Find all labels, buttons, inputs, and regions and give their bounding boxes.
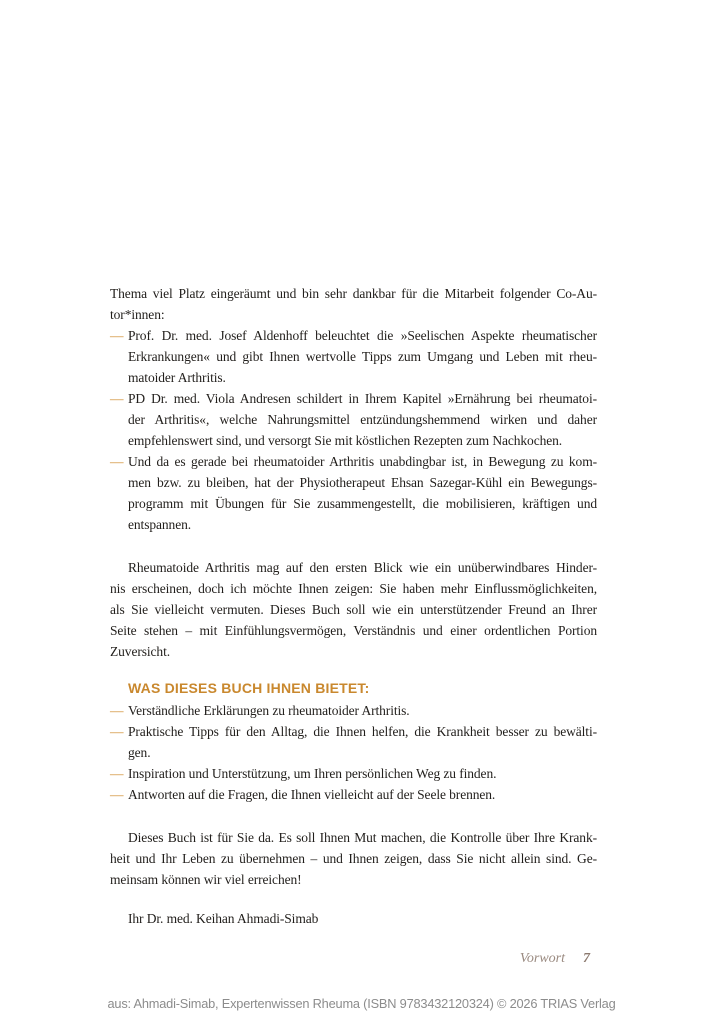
dash-bullet-icon: — (110, 703, 124, 718)
paragraph (110, 557, 597, 662)
list-item-text (128, 763, 597, 784)
author-signature: Ihr Dr. med. Keihan Ahmadi-Simab (128, 911, 319, 926)
text-line: Seite stehen – mit Einfühlungsvermögen, Verständnis und einer ordentlichen Portion (110, 623, 597, 638)
text-line: Praktische Tipps für den Alltag, die Ihnen helfen, die Krankheit besser zu bewälti- (128, 724, 597, 739)
running-footer (110, 951, 590, 967)
text-line: Verständliche Erklärungen zu rheumatoider Arthritis. (128, 703, 410, 718)
text-line: matoider Arthritis. (128, 370, 226, 385)
text-line: Zuversicht. (110, 644, 171, 659)
text-line: Thema viel Platz eingeräumt und bin sehr dankbar für die Mitarbeit folgender Co-Au- (110, 286, 597, 301)
list-item-text (128, 451, 597, 535)
text-line: meinsam können wir viel erreichen! (110, 872, 302, 887)
list-item (110, 388, 597, 451)
section-heading: WAS DIESES BUCH IHNEN BIETET: (128, 680, 370, 696)
text-line: Antworten auf die Fragen, die Ihnen vielleicht auf der Seele brennen. (128, 787, 496, 802)
list-item (110, 763, 597, 784)
text-line: gen. (128, 745, 151, 760)
text-line: heit und Ihr Leben zu übernehmen – und Ihnen zeigen, dass Sie nicht allein sind. Ge- (110, 851, 597, 866)
footer-section-title: Vorwort (519, 951, 565, 966)
list-item-text (128, 784, 597, 805)
paragraph (110, 283, 597, 325)
list-item-text (128, 325, 597, 388)
dash-bullet-icon: — (110, 724, 124, 739)
text-line: PD Dr. med. Viola Andresen schildert in Ihrem Kapitel »Ernährung bei rheumatoi- (128, 391, 597, 406)
list-item (110, 451, 597, 535)
list-item (110, 325, 597, 388)
text-line: Und da es gerade bei rheumatoider Arthritis unabdingbar ist, in Bewegung zu kom- (128, 454, 597, 469)
dash-bullet-icon: — (110, 766, 124, 781)
dash-list (110, 700, 597, 805)
publisher-credit-line: aus: Ahmadi-Simab, Expertenwissen Rheuma (ISBN 9783432120324) © 2026 TRIAS Verlag (107, 996, 616, 1011)
dash-list (110, 325, 597, 535)
dash-bullet-icon: — (110, 787, 124, 802)
list-item-text (128, 721, 597, 763)
text-line: Prof. Dr. med. Josef Aldenhoff beleuchtet die »Seelischen Aspekte rheumatischer (128, 328, 597, 343)
text-line: Inspiration und Unterstützung, um Ihren persönlichen Weg zu finden. (128, 766, 497, 781)
text-line: programm mit Übungen für Sie zusammengestellt, die mobilisieren, kräftigen und (128, 496, 597, 511)
paragraph (110, 827, 597, 890)
text-line: tor*innen: (110, 307, 165, 322)
text-line: Rheumatoide Arthritis mag auf den ersten Blick wie ein unüberwindbares Hinder- (128, 560, 597, 575)
dash-bullet-icon: — (110, 454, 124, 469)
footer-page-number: 7 (583, 951, 590, 966)
list-item (110, 721, 597, 763)
dash-bullet-icon: — (110, 328, 124, 343)
text-line: empfehlenswert sind, und versorgt Sie mit köstlichen Rezepten zum Nachkochen. (128, 433, 563, 448)
list-item-text (128, 388, 597, 451)
dash-bullet-icon: — (110, 391, 124, 406)
text-line: entspannen. (128, 517, 192, 532)
list-item-text (128, 700, 597, 721)
text-line: Erkrankungen« und gibt Ihnen wertvolle Tipps zum Umgang und Leben mit rheu- (128, 349, 597, 364)
text-line: als Sie vielleicht vermuten. Dieses Buch soll wie ein unterstützender Freund an Ihrer (110, 602, 597, 617)
text-line: der Arthritis«, welche Nahrungsmittel entzündungshemmend wirken und daher (128, 412, 597, 427)
text-line: nis erscheinen, doch ich möchte Ihnen zeigen: Sie haben mehr Einflussmöglichkeiten, (110, 581, 597, 596)
text-line: men bzw. zu bleiben, hat der Physiotherapeut Ehsan Sazegar-Kühl ein Bewegungs- (128, 475, 597, 490)
page-text-column (110, 283, 597, 929)
list-item (110, 784, 597, 805)
list-item (110, 700, 597, 721)
text-line: Dieses Buch ist für Sie da. Es soll Ihnen Mut machen, die Kontrolle über Ihre Krank- (128, 830, 597, 845)
